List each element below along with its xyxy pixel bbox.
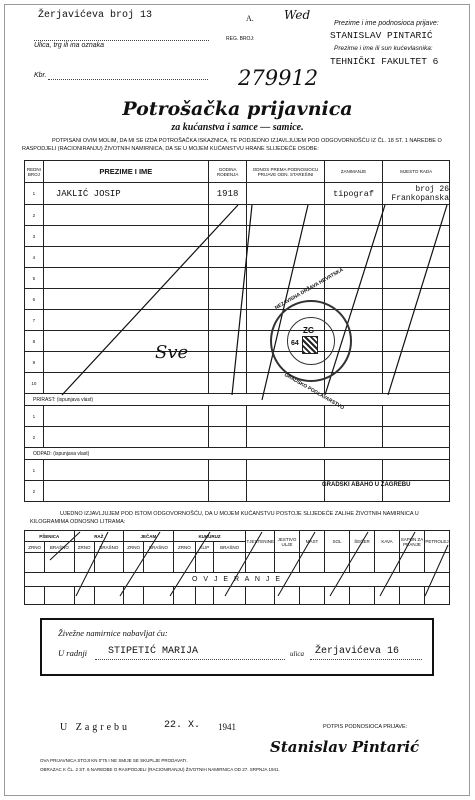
stamp-center: ZG	[303, 326, 315, 335]
street-value: Žerjavićeva 16	[315, 646, 400, 657]
legal-note: OBRAZAC K ČL. 2 ST. 6 NAREDBE O RASPODJELI (RACIONIRANJU) ŽIVOTNIH NAMIRNICA OD 27. SRPNJA 1941.	[40, 767, 280, 772]
row1-name: JAKLIĆ JOSIP	[43, 183, 208, 205]
row-number: 1	[25, 183, 44, 205]
kbr-label: Kbr.	[34, 72, 47, 79]
row-number: 8	[25, 331, 44, 352]
col-sapun: SAPUN ZA PRANJE	[400, 531, 425, 553]
group-jecam: JEČAM	[124, 531, 174, 542]
col-mast: MAST	[300, 531, 325, 553]
row-number: 1	[25, 406, 44, 427]
sub-zrno: ZRNO	[74, 542, 94, 553]
applicant-value: STANISLAV PINTARIĆ	[330, 30, 433, 41]
col-ulje: JESTIVO ULJE	[275, 531, 300, 553]
sub-brasno: BRAŠNO	[213, 542, 246, 553]
address-value: Žerjavićeva broj 13	[38, 10, 153, 21]
intro-text: POTPISANI OVIM MOLIM, DA MI SE IZDA POTROŠAČKA ISKAZNICA, TE PODJEDNO IZJAVLJUJEM POD ODGOVORNOŠĆU IZ ČL. 18 ST. 1 NAREDBE O RASPODJELI (RACIONIRANJU) ŽIVOTNIH NAMIRNICA, DA SE U MOJEM KUĆANSTVU HRANE SLIJEDEĆE OSOBE:	[22, 138, 442, 152]
year: 1941	[218, 722, 236, 732]
price-note: OVA PRIJAVNICA STOJI KN 0'75 I NE SMIJE SE SKUPLJE PRODAVATI.	[40, 758, 188, 763]
sub-zrno: ZRNO	[124, 542, 144, 553]
row1-year: 1918	[208, 183, 246, 205]
col-kava: KAVA	[375, 531, 400, 553]
tenant-value: TEHNIČKI FAKULTET 6	[330, 56, 439, 67]
col-petrolej: PETROLEJ	[425, 531, 450, 553]
handwritten-note: Sve	[155, 342, 189, 363]
street-label: Ulica, trg ili ina oznaka	[34, 42, 105, 49]
header-occupation: ZANIMANJE	[324, 161, 382, 183]
row-number: 2	[25, 427, 44, 448]
header-name: PREZIME I IME	[43, 161, 208, 183]
sub-klip: KLIP	[196, 542, 214, 553]
reg-broj-label: REG. BROJ:	[226, 36, 255, 42]
shop-label: Živežne namirnice nabavljat ću:	[58, 628, 168, 638]
form-subtitle: za kućanstva i samce — samice.	[171, 122, 304, 133]
group-raz: RAŽ	[74, 531, 124, 542]
sub-brasno: BRAŠNO	[45, 542, 74, 553]
date: 22. X.	[164, 720, 201, 731]
prirast-label: PRIRAST: (ispunjava vlast)	[25, 394, 450, 406]
supplies-text: UJEDNO IZJAVLJUJEM POD ISTOM ODGOVORNOŠĆU, DA U MOJEM KUĆANSTVU POSTOJE SLIJEDEĆE ZALIHE ŽIVOTNIH NAMIRNICA U KILOGRAMIMA ODNOSNO LITRAMA:	[30, 511, 419, 525]
stamp-line1: NEZAVISNA DRŽAVA HRVATSKA	[274, 267, 345, 312]
office-stamp-text: GRADSKI ABAHO U ZAGREBU	[322, 482, 411, 488]
ulica-label: ulica	[290, 650, 304, 658]
shop-line	[95, 659, 285, 660]
row-number: 6	[25, 289, 44, 310]
row-number: 3	[25, 226, 44, 247]
u-radnji-label: U radnji	[58, 648, 88, 658]
header-no: REDNI BROJ	[25, 161, 44, 183]
col-secer: ŠEĆER	[350, 531, 375, 553]
street-line	[310, 659, 422, 660]
form-title: Potrošačka prijavnica	[122, 98, 353, 120]
place: U Zagrebu	[60, 722, 131, 733]
kbr-value: 279912	[238, 66, 319, 90]
tenant-label: Prezime i ime ili sun kućevlasnika:	[334, 45, 433, 52]
sub-brasno: BRAŠNO	[94, 542, 123, 553]
supplies-table	[24, 530, 450, 605]
col-tjestenine: TJESTENINE	[246, 531, 275, 553]
row-number: 9	[25, 352, 44, 373]
row-number: 7	[25, 310, 44, 331]
stamp-number: 64	[291, 340, 299, 347]
col-sol: SOL	[325, 531, 350, 553]
stamp-line2: GRADSKO POGLAVARSTVO	[283, 372, 346, 412]
signature-label: POTPIS PODNOSIOCA PRIJAVE:	[323, 724, 408, 730]
letter-a: A.	[246, 14, 254, 23]
row-number: 4	[25, 247, 44, 268]
header-year: GODINA ROĐENJA	[208, 161, 246, 183]
odpad-label: ODPAD: (ispunjava vlast)	[25, 448, 450, 460]
ovjera-label: O V J E R A N J E	[25, 573, 450, 587]
row1-occupation: tipograf	[324, 183, 382, 205]
signature: Stanislav Pintarić	[270, 738, 420, 756]
row-number: 2	[25, 481, 44, 502]
row-number: 1	[25, 460, 44, 481]
row-number: 5	[25, 268, 44, 289]
sub-brasno: BRAŠNO	[144, 542, 173, 553]
group-kukuruz: KUKURUZ	[173, 531, 246, 542]
row-number: 10	[25, 373, 44, 394]
coat-of-arms-icon	[302, 336, 318, 354]
header-workplace: MJESTO RADA	[383, 161, 450, 183]
shop-value: STIPETIĆ MARIJA	[108, 646, 199, 657]
row-number: 2	[25, 205, 44, 226]
sub-zrno: ZRNO	[173, 542, 195, 553]
applicant-label: Prezime i ime podnosioca prijave:	[334, 20, 439, 27]
handwritten-top: Wed	[284, 8, 311, 22]
row1-workplace: broj 26 Frankopanska	[383, 183, 450, 205]
sub-zrno: ZRNO	[25, 542, 45, 553]
group-psenica: PŠENICA	[25, 531, 75, 542]
header-relation: ODNOS PREMA PODNOSIOCU PRIJAVE ODN. STAREŠINI	[247, 161, 324, 183]
